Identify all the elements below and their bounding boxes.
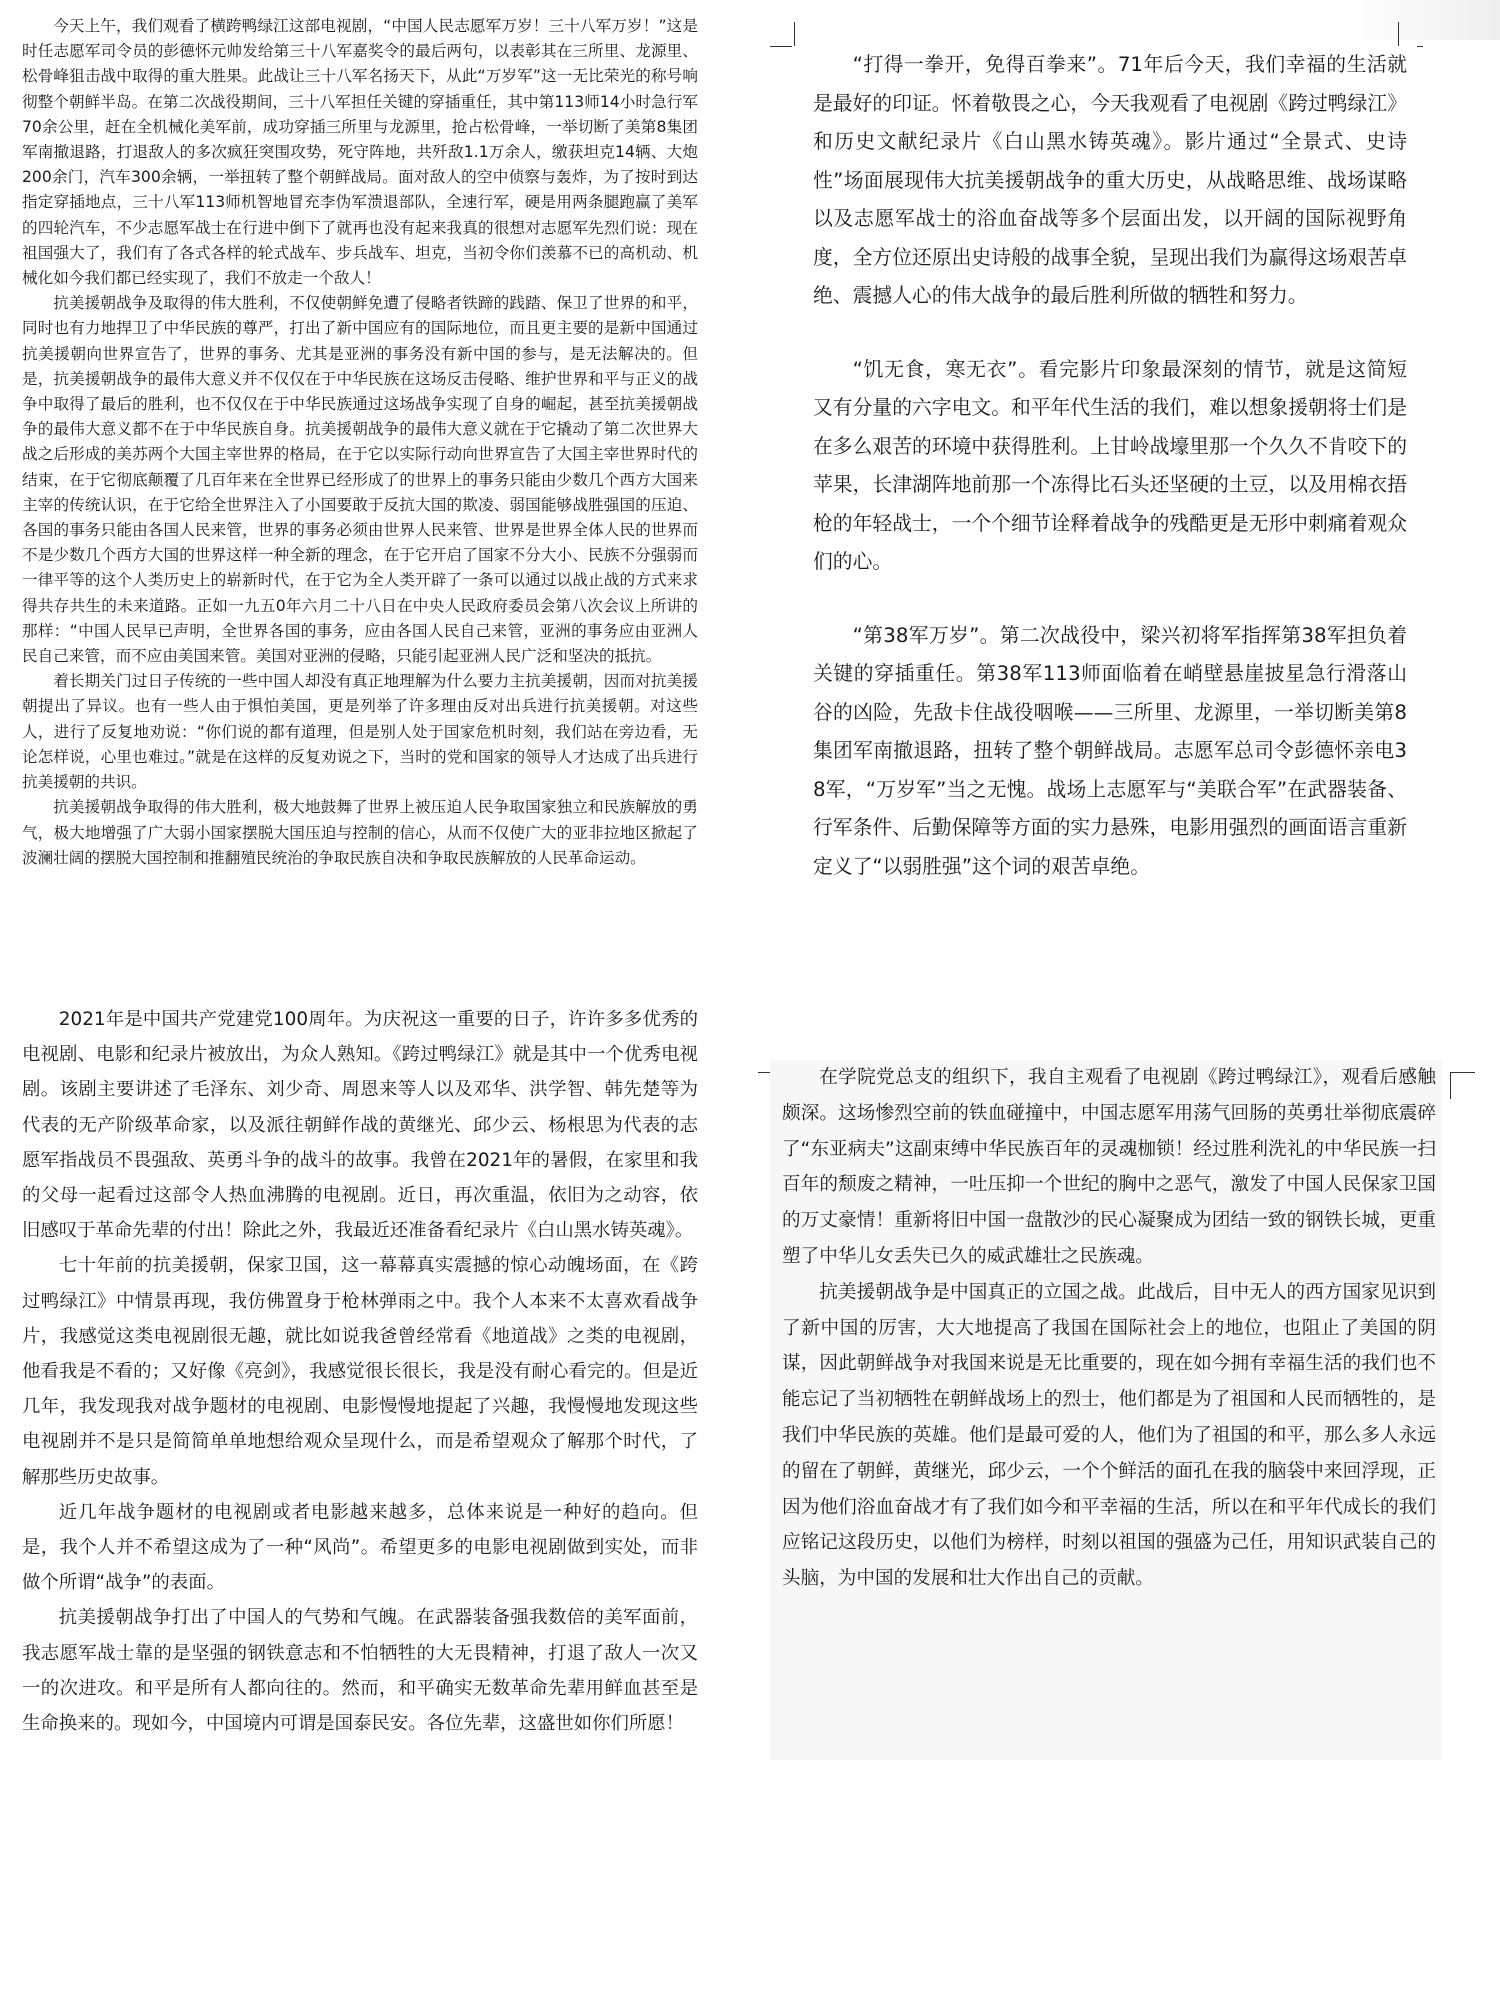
- paragraph: 七十年前的抗美援朝，保家卫国，这一幕幕真实震撼的惊心动魄场面，在《跨过鸭绿江》中情景再现，我仿佛置身于枪林弹雨之中。我个人本来不太喜欢看战争片，我感觉这类电视剧很无趣，就比如说我爸曾经常看《地道战》之类的电视剧，他看我是不看的；又好像《亮剑》，我感觉很长很长，我是没有耐心看完的。但是近几年，我发现我对战争题材的电视剧、电影慢慢地提起了兴趣，我慢慢地发现这些电视剧并不是只是简简单单地想给观众呈现什么，而是希望观众了解那个时代，了解那些历史故事。: [22, 1255, 698, 1488]
- essay-panel-top-right: [792, 46, 1417, 986]
- crop-mark-bottom-right: [1450, 1072, 1475, 1099]
- paragraph: 抗美援朝战争打出了中国人的气势和气魄。在武器装备强我数倍的美军面前，我志愿军战士靠的是坚强的钢铁意志和不怕牺牲的大无畏精神，打退了敌人一次又一的次进攻。和平是所有人都向往的。然而，和平确实无数革命先辈用鲜血甚至是生命换来的。现如今，中国境内可谓是国泰民安。各位先辈，这盛世如你们所愿！: [22, 1607, 698, 1735]
- paragraph: 抗美援朝战争是中国真正的立国之战。此战后，目中无人的西方国家见识到了新中国的厉害，大大地提高了我国在国际社会上的地位，也阻止了美国的阴谋，因此朝鲜战争对我国来说是无比重要的，现在如今拥有幸福生活的我们也不能忘记了当初牺牲在朝鲜战场上的烈士，他们都是为了祖国和人民而牺牲的，是我们中华民族的英雄。他们是最可爱的人，他们为了祖国的和平，那么多人永远的留在了朝鲜，黄继光，邱少云，一个个鲜活的面孔在我的脑袋中来回浮现，正因为他们浴血奋战才有了我们如今和平幸福的生活，所以在和平年代成长的我们应铭记这段历史，以他们为榜样，时刻以祖国的强盛为己任，用知识武装自己的头脑，为中国的发展和壮大作出自己的贡献。: [782, 1281, 1436, 1590]
- paragraph: 抗美援朝战争取得的伟大胜利，极大地鼓舞了世界上被压迫人民争取国家独立和民族解放的勇气，极大地增强了广大弱小国家摆脱大国压迫与控制的信心，从而不仅使广大的亚非拉地区掀起了波澜壮阔的摆脱大国控制和推翻殖民统治的争取民族自决和争取民族解放的人民革命运动。: [22, 798, 698, 867]
- paragraph: 抗美援朝战争及取得的伟大胜利，不仅使朝鲜免遭了侵略者铁蹄的践踏、保卫了世界的和平，同时也有力地捍卫了中华民族的尊严，打出了新中国应有的国际地位，而且更主要的是新中国通过抗美援朝向世界宣告了，世界的事务、尤其是亚洲的事务没有新中国的参与，是无法解决的。但是，抗美援朝战争的最伟大意义并不仅仅在于中华民族在这场反击侵略、维护世界和平与正义的战争中取得了最后的胜利，也不仅仅在于中华民族通过这场战争实现了自身的崛起，甚至抗美援朝战争的最伟大意义都不在于中华民族自身。抗美援朝战争的最伟大意义就在于它撬动了第二次世界大战之后形成的美苏两个大国主宰世界的格局，在于它以实际行动向世界宣告了大国主宰世界时代的结束，在于它彻底颠覆了几百年来在全世界已经形成了的世界上的事务只能由少数几个西方大国来主宰的传统认识，在于它给全世界注入了小国要敢于反抗大国的欺凌、弱国能够战胜强国的压迫、各国的事务只能由各国人民来管，世界的事务必须由世界人民来管、世界是世界全体人民的世界而不是少数几个西方大国的世界这样一种全新的理念，在于它开启了国家不分大小、民族不分强弱而一律平等的这个人类历史上的崭新时代，在于它为全人类开辟了一条可以通过以战止战的方式来求得共存共生的未来道路。正如一九五0年六月二十八日在中央人民政府委员会第八次会议上所讲的那样：“中国人民早已声明，全世界各国的事务，应由各国人民自己来管，亚洲的事务应由亚洲人民自己来管，而不应由美国来管。美国对亚洲的侵略，只能引起亚洲人民广泛和坚决的抵抗。: [22, 294, 698, 666]
- crop-mark-top-right: [1398, 22, 1423, 47]
- paragraph: 2021年是中国共产党建党100周年。为庆祝这一重要的日子，许许多多优秀的电视剧、电影和纪录片被放出，为众人熟知。《跨过鸭绿江》就是其中一个优秀电视剧。该剧主要讲述了毛泽东、刘少奇、周恩来等人以及邓华、洪学智、韩先楚等为代表的无产阶级革命家，以及派往朝鲜作战的黄继光、邱少云、杨根思为代表的志愿军指战员不畏强敌、英勇斗争的战斗的故事。我曾在2021年的暑假，在家里和我的父母一起看过这部令人热血沸腾的电视剧。近日，再次重温，依旧为之动容，依旧感叹于革命先辈的付出！除此之外，我最近还准备看纪录片《白山黑水铸英魂》。: [22, 1009, 698, 1242]
- page-corner-shadow: [1350, 0, 1500, 40]
- paragraph: 着长期关门过日子传统的一些中国人却没有真正地理解为什么要力主抗美援朝，因而对抗美援朝提出了异议。也有一些人由于惧怕美国，更是列举了许多理由反对出兵进行抗美援朝。对这些人，进行了反复地劝说：“你们说的都有道理，但是别人处于国家危机时刻，我们站在旁边看，无论怎样说，心里也难过。”就是在这样的反复劝说之下，当时的党和国家的领导人才达成了出兵进行抗美援朝的共识。: [22, 672, 698, 792]
- paragraph: 近几年战争题材的电视剧或者电影越来越多，总体来说是一种好的趋向。但是，我个人并不希望这成为了一种“风尚”。希望更多的电影电视剧做到实处，而非做个所谓“战争”的表面。: [22, 1501, 698, 1594]
- essay-panel-bottom-right: [770, 1060, 1442, 1760]
- paragraph: “第38军万岁”。第二次战役中，梁兴初将军指挥第38军担负着关键的穿插重任。第38军113师面临着在峭壁悬崖披星急行滑落山谷的凶险，先敌卡住战役咽喉——三所里、龙源里，一举切断美第8集团军南撤退路，扭转了整个朝鲜战局。志愿军总司令彭德怀亲电38军，“万岁军”当之无愧。战场上志愿军与“美联合军”在武器装备、行军条件、后勤保障等方面的实力悬殊，电影用强烈的画面语言重新定义了“以弱胜强”这个词的艰苦卓绝。: [813, 623, 1407, 878]
- crop-mark-top-left: [770, 22, 795, 47]
- essay-panel-top-left: [22, 14, 698, 984]
- paragraph: “饥无食，寒无衣”。看完影片印象最深刻的情节，就是这简短又有分量的六字电文。和平年代生活的我们，难以想象援朝将士们是在多么艰苦的环境中获得胜利。上甘岭战壕里那一个久久不肯咬下的苹果，长津湖阵地前那一个冻得比石头还坚硬的土豆，以及用棉衣捂枪的年轻战士，一个个细节诠释着战争的残酷更是无形中刺痛着观众们的心。: [813, 357, 1407, 573]
- paragraph: 在学院党总支的组织下，我自主观看了电视剧《跨过鸭绿江》，观看后感触颇深。这场惨烈空前的铁血碰撞中，中国志愿军用荡气回肠的英勇壮举彻底震碎了“东亚病夫”这副束缚中华民族百年的灵魂枷锁！经过胜利洗礼的中华民族一扫百年的颓废之精神，一吐压抑一个世纪的胸中之恶气，激发了中国人民保家卫国的万丈豪情！重新将旧中国一盘散沙的民心凝聚成为团结一致的钢铁长城，更重塑了中华儿女丢失已久的威武雄壮之民族魂。: [782, 1067, 1436, 1267]
- essay-panel-bottom-left: [22, 1002, 698, 1882]
- paragraph: “打得一拳开，免得百拳来”。71年后今天，我们幸福的生活就是最好的印证。怀着敬畏之心，今天我观看了电视剧《跨过鸭绿江》和历史文献纪录片《白山黑水铸英魂》。影片通过“全景式、史诗性”场面展现伟大抗美援朝战争的重大历史，从战略思维、战场谋略以及志愿军战士的浴血奋战等多个层面出发，以开阔的国际视野角度，全方位还原出史诗般的战事全貌，呈现出我们为赢得这场艰苦卓绝、震撼人心的伟大战争的最后胜利所做的牺牲和努力。: [813, 53, 1407, 307]
- paragraph: 今天上午，我们观看了横跨鸭绿江这部电视剧，“中国人民志愿军万岁！三十八军万岁！”这是时任志愿军司令员的彭德怀元帅发给第三十八军嘉奖令的最后两句，以表彰其在三所里、龙源里、松骨峰狙击战中取得的重大胜果。此战让三十八军名扬天下，从此“万岁军”这一无比荣光的称号响彻整个朝鲜半岛。在第二次战役期间，三十八军担任关键的穿插重任，其中第113师14小时急行军70余公里，赶在全机械化美军前，成功穿插三所里与龙源里，抢占松骨峰，一举切断了美第8集团军南撤退路，打退敌人的多次疯狂突围攻势，死守阵地，共歼敌1.1万余人，缴获坦克14辆、大炮200余门，汽车300余辆，一举扭转了整个朝鲜战局。面对敌人的空中侦察与轰炸，为了按时到达指定穿插地点，三十八军113师机智地冒充李伪军溃退部队，全速行军，硬是用两条腿跑赢了美军的四轮汽车，不少志愿军战士在行进中倒下了就再也没有起来我真的很想对志愿军先烈们说：现在祖国强大了，我们有了各式各样的轮式战车、步兵战车、坦克，当初令你们羡慕不已的高机动、机械化如今我们都已经实现了，我们不放走一个敌人！: [22, 17, 698, 288]
